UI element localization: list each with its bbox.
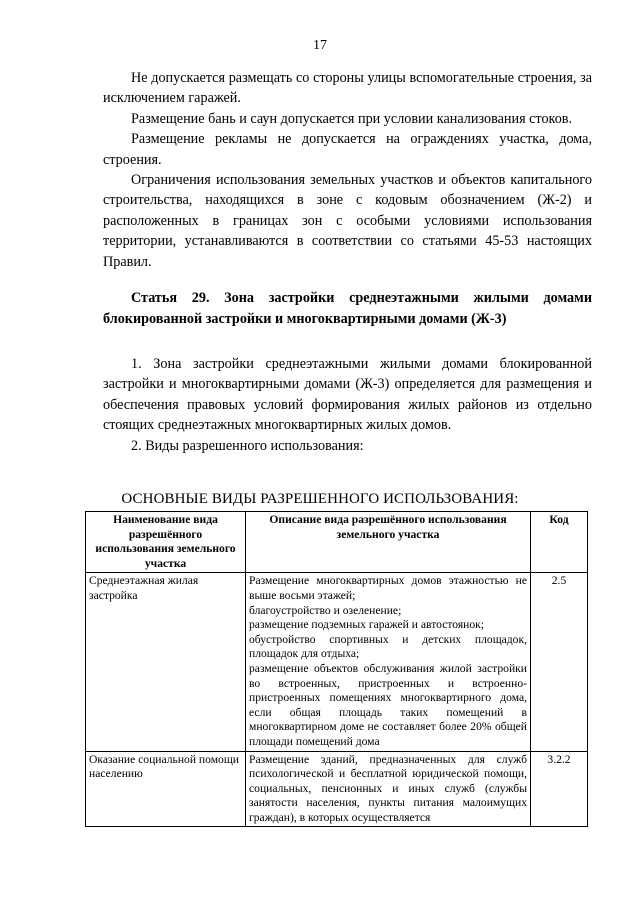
use-code-cell: 3.2.2 bbox=[531, 751, 588, 827]
table-title: ОСНОВНЫЕ ВИДЫ РАЗРЕШЕННОГО ИСПОЛЬЗОВАНИЯ: bbox=[121, 491, 519, 507]
description-line: Размещение зданий, предназначенных для служб психологической и бесплатной юридической помощи, социальных, пенсионных и иных служб (службы занятости населения, пункты питания малоимущих граждан), в которых осуществляется bbox=[249, 752, 527, 824]
table-row bbox=[86, 751, 588, 827]
description-line: благоустройство и озеленение; bbox=[249, 603, 402, 617]
table-row bbox=[86, 573, 588, 751]
table-header-row bbox=[86, 512, 588, 573]
description-line: Размещение многоквартирных домов этажностью не выше восьми этажей; bbox=[249, 574, 527, 602]
paragraph: Ограничения использования земельных участков и объектов капитального строительства, находящихся в зоне с кодовым обозначением (Ж-2) и расположенных в границах зон с особыми условиями использования территории, устанавливаются в соответствии со статьями 45-53 настоящих Правил. bbox=[103, 172, 592, 270]
use-code-cell: 2.5 bbox=[531, 573, 588, 751]
permitted-uses-table bbox=[85, 511, 588, 827]
use-name-cell: Оказание социальной помощи населению bbox=[86, 751, 246, 827]
column-header-code: Код bbox=[531, 512, 588, 573]
description-line: размещение подземных гаражей и автостоянок; bbox=[249, 618, 485, 632]
paragraph: 1. Зона застройки среднеэтажными жилыми домами блокированной застройки и многоквартирными домами (Ж-3) определяется для размещения и обеспечения правовых условий формирования жилых районов из отдельно стоящих среднеэтажных многоквартирных жилых домов. bbox=[103, 356, 592, 434]
description-line: обустройство спортивных и детских площадок, площадок для отдыха; bbox=[249, 632, 527, 661]
page-number: 17 bbox=[313, 38, 327, 53]
column-header-name: Наименование вида разрешённого использования земельного участка bbox=[86, 512, 246, 573]
paragraph: Не допускается размещать со стороны улицы вспомогательные строения, за исключением гаражей. bbox=[103, 70, 592, 107]
paragraph: 2. Виды разрешенного использования: bbox=[131, 437, 364, 454]
description-line: размещение объектов обслуживания жилой застройки во встроенных, пристроенных и встроенно-пристроенных помещениях многоквартирного дома, если общая площадь таких помещений в многоквартирном доме не составляет более 20% общей площади помещений дома bbox=[249, 661, 527, 748]
paragraph: Размещение рекламы не допускается на ограждениях участка, дома, строения. bbox=[103, 131, 592, 168]
use-name-cell: Среднеэтажная жилая застройка bbox=[86, 573, 246, 751]
body-text bbox=[103, 68, 592, 456]
use-description-cell bbox=[246, 751, 531, 827]
use-description-cell bbox=[246, 573, 531, 751]
paragraph: Размещение бань и саун допускается при условии канализования стоков. bbox=[131, 110, 573, 127]
article-heading: Статья 29. Зона застройки среднеэтажными жилыми домами блокированной застройки и многоквартирными домами (Ж-3) bbox=[103, 290, 592, 328]
column-header-description: Описание вида разрешённого использования земельного участка bbox=[246, 512, 531, 573]
